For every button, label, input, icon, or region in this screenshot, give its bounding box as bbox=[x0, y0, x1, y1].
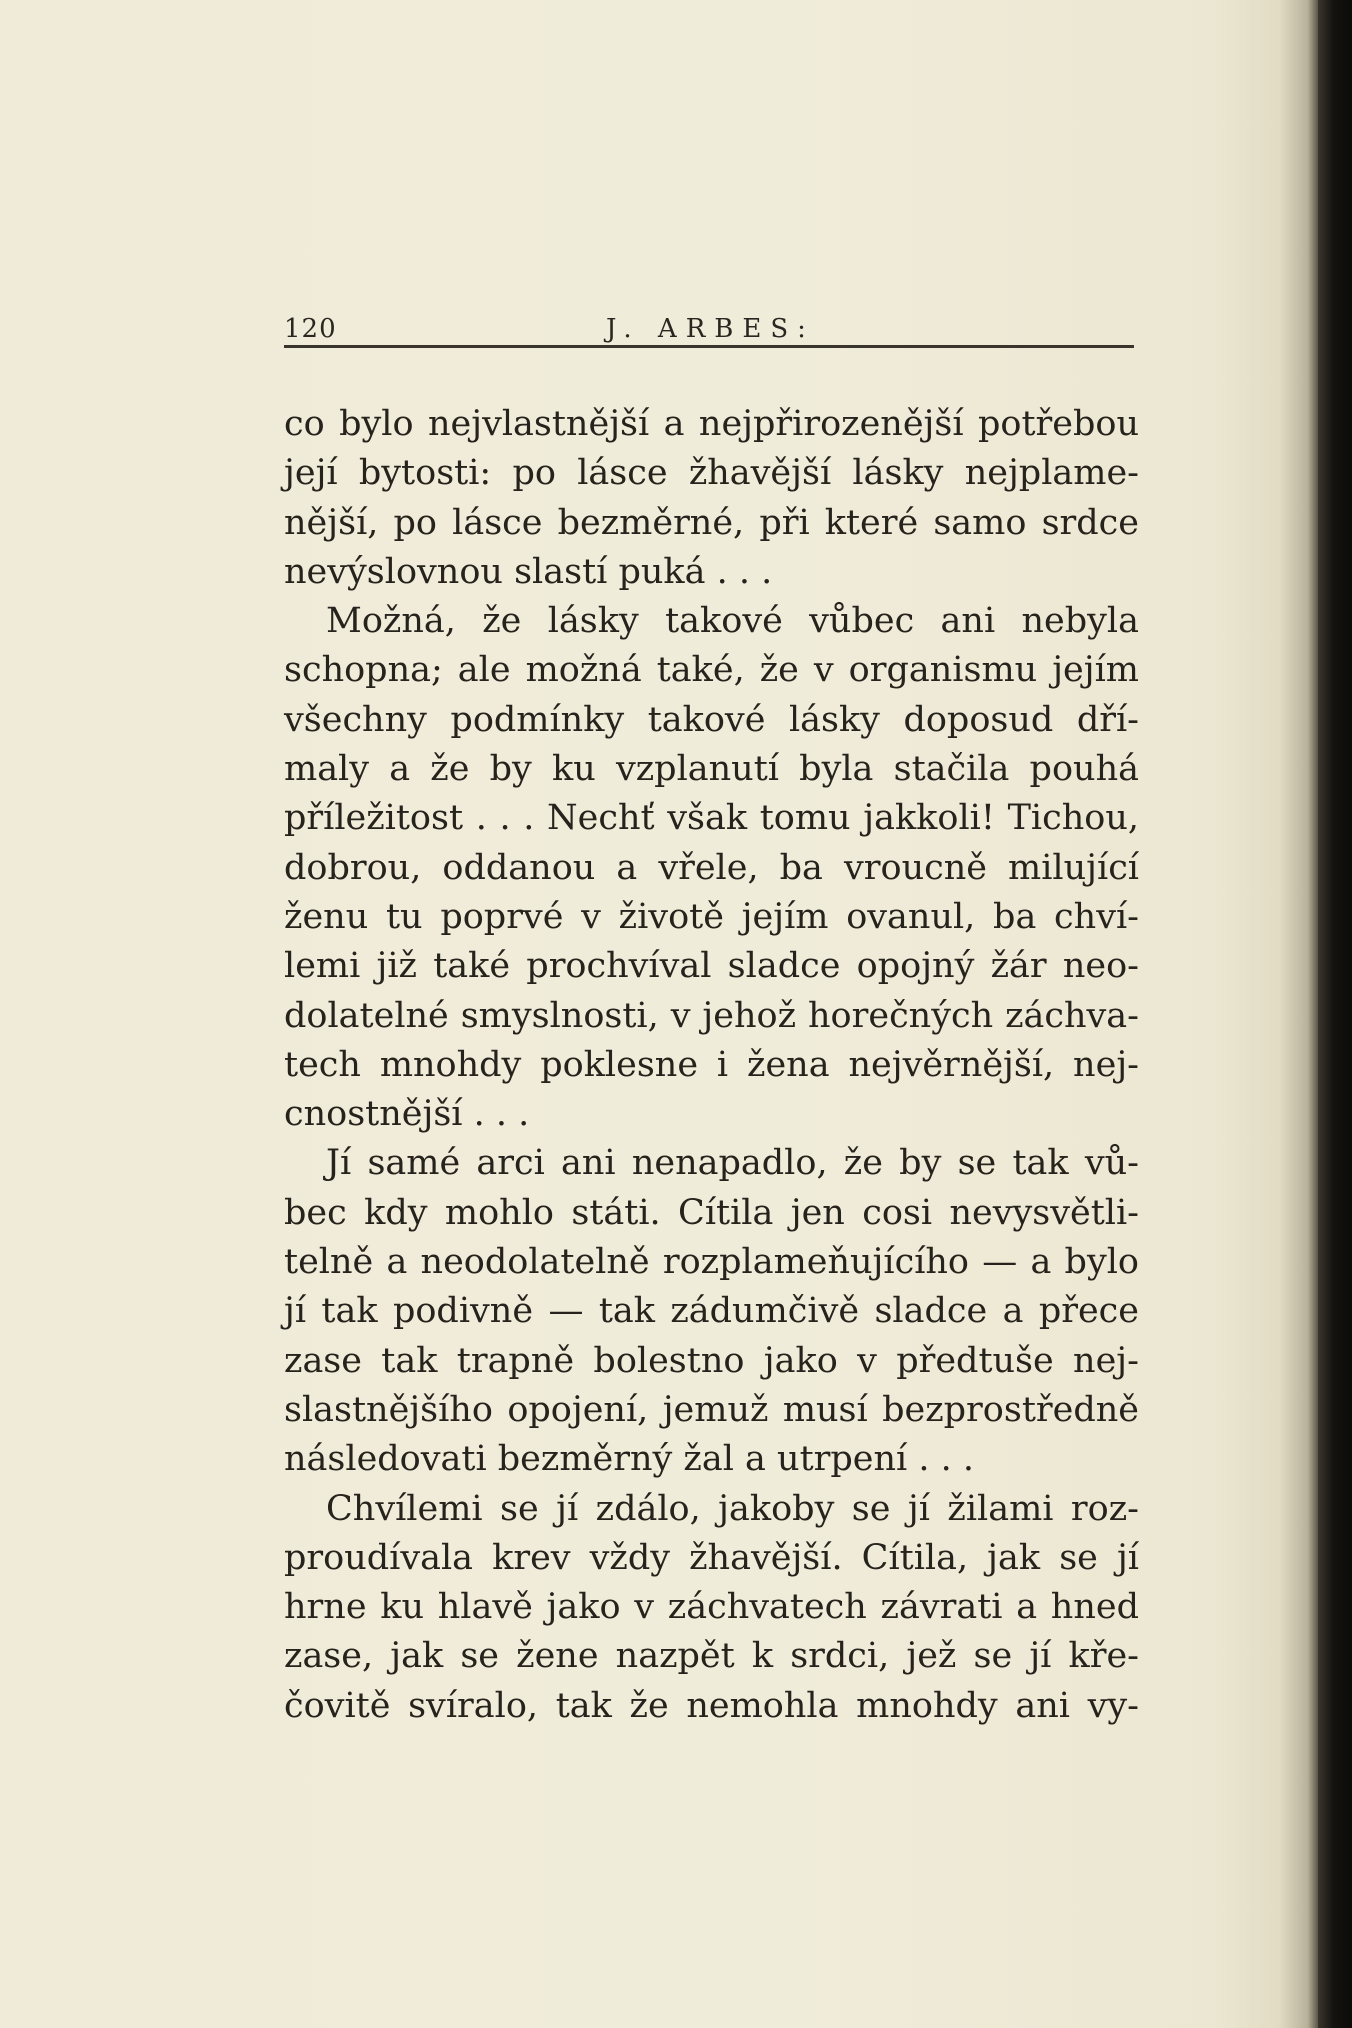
text-line: hrne ku hlavě jako v záchvatech závrati a hned bbox=[284, 1587, 1139, 1628]
text-line: všechny podmínky takové lásky doposud dří- bbox=[284, 699, 1139, 740]
text-line: jí tak podivně — tak zádumčivě sladce a přece bbox=[284, 1291, 1139, 1332]
text-line: Možná, že lásky takové vůbec ani nebyla bbox=[326, 601, 1139, 642]
text-line: cnostnější . . . bbox=[284, 1094, 530, 1135]
text-line: příležitost . . . Nechť však tomu jakkoli! Tichou, bbox=[284, 798, 1139, 839]
text-line: telně a neodolatelně rozplameňujícího — a bylo bbox=[284, 1242, 1139, 1283]
text-line: nevýslovnou slastí puká . . . bbox=[284, 551, 773, 592]
running-head bbox=[284, 308, 1134, 348]
header-rule bbox=[284, 345, 1134, 348]
text-line: dolatelné smyslnosti, v jehož horečných záchva- bbox=[284, 995, 1139, 1036]
text-line: čovitě svíralo, tak že nemohla mnohdy ani vy- bbox=[284, 1685, 1139, 1726]
text-line: ženu tu poprvé v životě jejím ovanul, ba chví- bbox=[284, 896, 1139, 937]
text-line: zase tak trapně bolestno jako v předtuše nej- bbox=[284, 1340, 1139, 1381]
text-line: dobrou, oddanou a vřele, ba vroucně milující bbox=[284, 847, 1139, 888]
text-line: schopna; ale možná také, že v organismu jejím bbox=[284, 650, 1139, 691]
book-spine-edge bbox=[1318, 0, 1352, 2028]
text-line: maly a že by ku vzplanutí byla stačila pouhá bbox=[284, 749, 1139, 790]
text-line: bec kdy mohlo státi. Cítila jen cosi nevysvětli- bbox=[284, 1192, 1139, 1233]
page-number: 120 bbox=[284, 314, 337, 344]
text-line: její bytosti: po lásce žhavější lásky nejplame- bbox=[284, 453, 1139, 494]
text-line: Jí samé arci ani nenapadlo, že by se tak vů- bbox=[326, 1143, 1139, 1184]
text-line: tech mnohdy poklesne i žena nejvěrnější, nej- bbox=[284, 1044, 1139, 1085]
text-line: následovati bezměrný žal a utrpení . . . bbox=[284, 1439, 974, 1480]
text-line: lemi již také prochvíval sladce opojný žár neo- bbox=[284, 946, 1139, 987]
text-line: zase, jak se žene nazpět k srdci, jež se jí kře- bbox=[284, 1636, 1139, 1677]
text-line: slastnějšího opojení, jemuž musí bezprostředně bbox=[284, 1389, 1139, 1430]
text-line: co bylo nejvlastnější a nejpřirozenější potřebou bbox=[284, 404, 1139, 444]
text-line: Chvílemi se jí zdálo, jakoby se jí žilami roz- bbox=[326, 1488, 1139, 1529]
text-line: proudívala krev vždy žhavější. Cítila, jak se jí bbox=[284, 1537, 1139, 1578]
running-title: J. ARBES: bbox=[606, 314, 815, 344]
body-text bbox=[284, 400, 1139, 1731]
text-line: nější, po lásce bezměrné, při které samo srdce bbox=[284, 502, 1139, 543]
